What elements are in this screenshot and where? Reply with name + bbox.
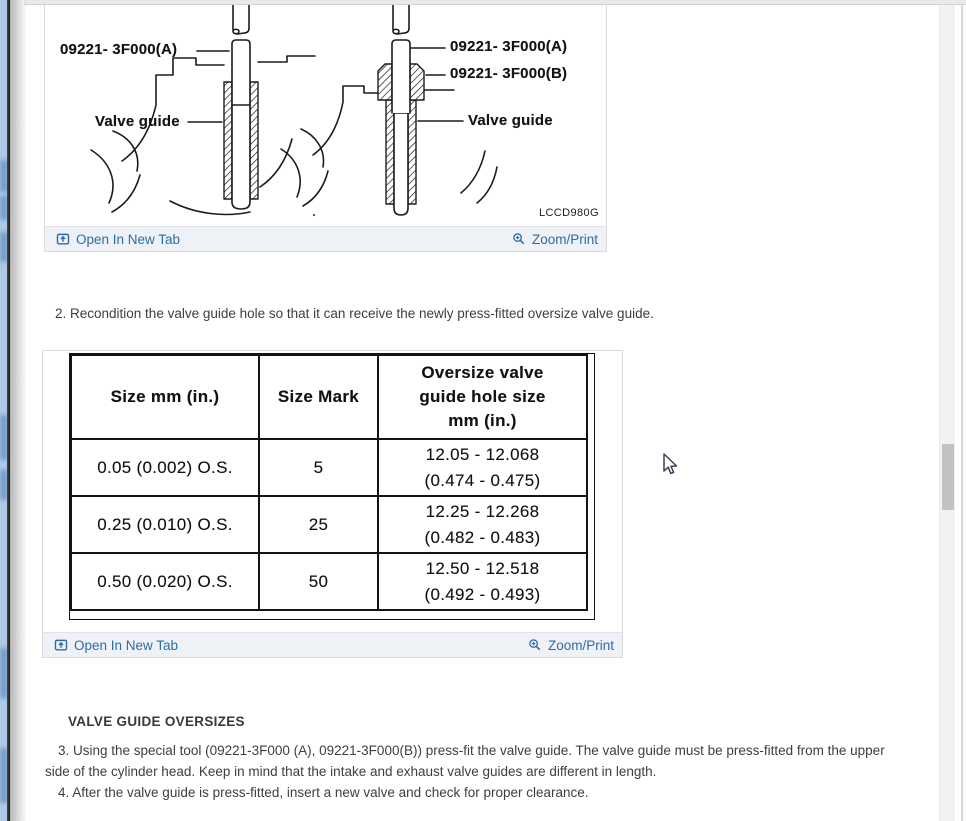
cell-size: 0.50 (0.020) O.S. [71,553,259,610]
label-tool-a-right: 09221- 3F000(A) [450,38,568,55]
open-in-new-tab-link[interactable] [54,638,178,653]
table-header-mark: Size Mark [259,355,378,439]
table-header-row [71,355,587,439]
figure2-footer-bar [43,632,622,657]
zoom-magnifier-icon [512,232,526,246]
step-4-text: 4. After the valve guide is press-fitted, insert a new valve and check for proper clearance. [58,784,589,800]
table-row [71,439,587,496]
step-2-text: 2. Recondition the valve guide hole so that it can receive the newly press-fitted oversize valve guide. [55,305,654,321]
table-header-size: Size mm (in.) [71,355,259,439]
label-tool-a-left: 09221- 3F000(A) [60,41,178,58]
cell-hole: 12.05 - 12.068 (0.474 - 0.475) [378,439,587,496]
step-3-line-2: side of the cylinder head. Keep in mind that the intake and exhaust valve guides are different in length. [45,763,657,779]
cell-hole: 12.25 - 12.268 (0.482 - 0.483) [378,496,587,553]
zoom-print-label: Zoom/Print [547,637,614,653]
zoom-print-label: Zoom/Print [531,231,598,247]
cell-mark: 50 [259,553,378,610]
instruction-steps [45,741,885,803]
open-in-new-tab-link[interactable] [56,232,180,247]
cell-size: 0.05 (0.002) O.S. [71,439,259,496]
table-scan [43,351,622,631]
figure-panel-diagram [44,3,607,252]
figure1-footer-bar [45,226,606,251]
open-in-new-tab-label: Open In New Tab [74,637,179,653]
vertical-scrollbar-thumb[interactable] [942,444,954,510]
window-drop-shadow [10,0,27,821]
open-in-new-tab-icon [54,638,68,652]
label-tool-b-right: 09221- 3F000(B) [450,65,568,82]
zoom-print-link[interactable] [512,232,598,247]
table-row [71,553,587,610]
window-border-line [7,0,10,821]
cell-mark: 25 [259,496,378,553]
figure-panel-table [42,350,623,658]
table-header-hole: Oversize valve guide hole size mm (in.) [378,355,587,439]
step-3-line-1: 3. Using the special tool (09221-3F000 (A), 09221-3F000(B)) press-fit the valve guide. The valve guide must be press-fitted from the upper [58,743,885,758]
figure-code: LCCD980G [538,207,599,219]
label-valve-guide-right: Valve guide [468,112,553,129]
diagram-scan [45,3,606,225]
top-toolbar-edge [24,0,966,5]
table-row [71,496,587,553]
cell-mark: 5 [259,439,378,496]
instruction-step-2 [45,306,654,321]
oversize-table [70,354,588,611]
vertical-scrollbar-track[interactable] [939,5,955,821]
cell-hole: 12.50 - 12.518 (0.492 - 0.493) [378,553,587,610]
zoom-print-link[interactable] [528,638,614,653]
cell-size: 0.25 (0.010) O.S. [71,496,259,553]
section-heading: VALVE GUIDE OVERSIZES [68,713,245,729]
open-in-new-tab-label: Open In New Tab [76,231,181,247]
zoom-magnifier-icon [528,638,542,652]
open-in-new-tab-icon [56,232,70,246]
label-valve-guide-left: Valve guide [95,113,180,130]
arrow-cursor [659,451,681,482]
